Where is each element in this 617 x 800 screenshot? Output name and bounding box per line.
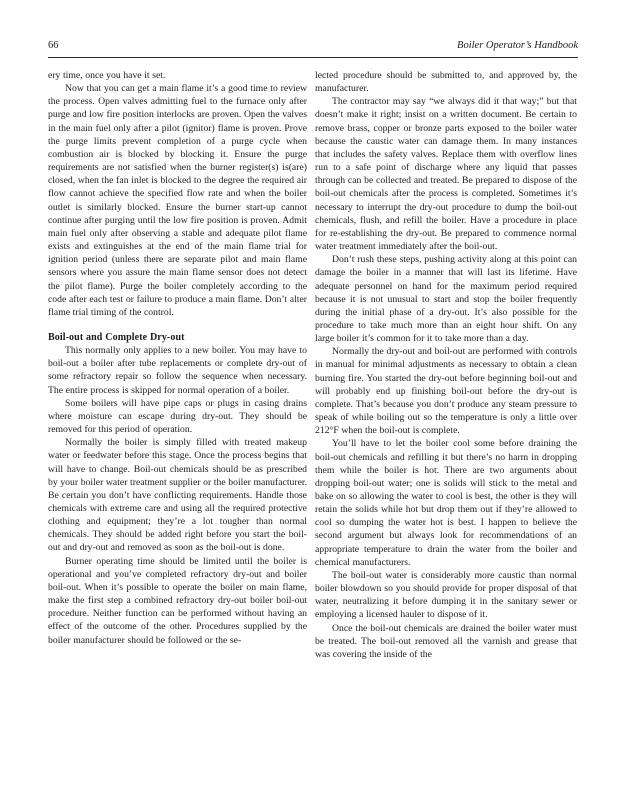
paragraph: The contractor may say “we always did it that way;” but that doesn’t make it right; insist on a written document. Be certain to remove brass, copper or bronze parts exposed to the boiler water because the caustic water can damage them. In many instances that includes the safety valves. Replace them with overflow lines run to a safe point of discharge where any liquid that passes through can be collected and treated. Be prepared to dispose of the boil-out chemicals after the process is completed. Sometimes it’s necessary to interrupt the dry-out procedure to dump the boil-out chemicals, flush, and refill the boiler. Have a procedure in place for re-establishing the dry-out. Be prepared to commence normal water treatment immediately after the boil-out. xyxy=(315,96,577,253)
paragraph: Normally the boiler is simply filled with treated makeup water or feedwater before this stage. Once the process begins that will have to change. Boil-out chemicals should be as prescribed by your boiler water treatment supplier or the boiler manufacturer. Be certain you don’t have conflicting requirements. Handle those chemicals with extreme care and using all the required protective clothing and equipment; they’re a lot tougher than normal chemicals. They should be added right before you start the boil-out and dry-out and removed as soon as the boil-out is done. xyxy=(48,437,307,554)
paragraph-continuation: ery time, once you have it set. xyxy=(48,70,166,81)
paragraph: Some boilers will have pipe caps or plugs in casing drains where moisture can escape during dry-out. They should be removed for this period of operation. xyxy=(48,397,307,436)
running-title: Boiler Operator’s Handbook xyxy=(457,40,578,51)
paragraph: Once the boil-out chemicals are drained the boiler water must be treated. The boil-out removed all the varnish and grease that was covering the inside of the xyxy=(315,622,577,660)
paragraph: This normally only applies to a new boiler. You may have to boil-out a boiler after tube replacements or complete dry-out of some refractory repair so follow the sequence when necessary. The entire process is skipped for normal operation of a boiler. xyxy=(48,345,307,396)
paragraph: Don’t rush these steps, pushing activity along at this point can damage the boiler in a manner that will last its lifetime. Have adequate personnel on hand for the maximum period required because it is not unusual to start and stop the boiler frequently during the initial phase of a dry-out. It’s also possible for the procedure to take much more than an eight hour shift. On any large boiler it’s common for it to take more than a day. xyxy=(315,254,577,345)
paragraph: Burner operating time should be limited until the boiler is operational and you’ve completed refractory dry-out and boiler boil-out. When it’s possible to operate the boiler on main flame, make the first step a combined refractory dry-out boiler boil-out procedure. Neither function can be performed without having an effect of the outcome of the other. Procedures supplied by the boiler manufacturer should be followed or the se- xyxy=(48,555,307,646)
paragraph: The boil-out water is considerably more caustic than normal boiler blowdown so you should provide for proper disposal of that water, neutralizing it before dumping it in the sanitary sewer or employing a licensed hauler to dispose of it. xyxy=(315,569,577,621)
page-number: 66 xyxy=(48,40,59,51)
section-heading: Boil-out and Complete Dry-out xyxy=(48,331,185,343)
page-header xyxy=(48,40,578,52)
paragraph: Normally the dry-out and boil-out are performed with controls in manual for minimal adjustments as necessary to obtain a clean burning fire. You started the dry-out before beginning boil-out and will probably end up finishing boil-out before the dry-out is complete. That’s because you don’t produce any steam pressure to speak of while boiling out so the temperature is only a little over 212°F when the boil-out is complete. xyxy=(315,346,577,437)
right-column xyxy=(315,69,577,661)
header-rule xyxy=(48,57,578,58)
left-column xyxy=(48,69,307,647)
paragraph: Now that you can get a main flame it’s a good time to review the process. Open valves admitting fuel to the furnace only after purge and low fire position interlocks are proven. Open the valves in the main fuel only after a pilot (ignitor) flame is proven. Prove the purge limits prevent completion of a purge cycle when combustion air is blocked by blocking it. Ensure the purge requirements are not satisfied when the burner register(s) is(are) closed, when the fan inlet is blocked to the degree the required air flow cannot achieve the specified flow rate and when the boiler outlet is similarly blocked. Ensure the burner start-up cannot continue after purging until the low fire position is proven. Admit main fuel only after observing a stable and adequate pilot flame exists and extinguishes at the end of the main flame trial for ignition period (unless there are separate pilot and main flame sensors where you assure the main flame sensor does not detect the pilot flame). Purge the boiler completely according to the code after each test or failure to produce a main flame. Don’t alter flame trial timing of the control. xyxy=(48,83,307,318)
paragraph-continuation: lected procedure should be submitted to, and approved by, the manufacturer. xyxy=(315,70,577,95)
paragraph: You’ll have to let the boiler cool some before draining the boil-out chemicals and refilling it but there’s no harm in dropping them while the boiler is hot. There are two arguments about dropping boil-out water; one is solids will stick to the metal and bake on so allowing the water to cool is best, the other is they will retain the solids while hot but drop them out if they’re allowed to cool so dumping the water hot is best. I happen to believe the second argument but always look for recommendations of an appropriate temperature to drain the water from the boiler and chemical manufacturers. xyxy=(315,438,577,568)
